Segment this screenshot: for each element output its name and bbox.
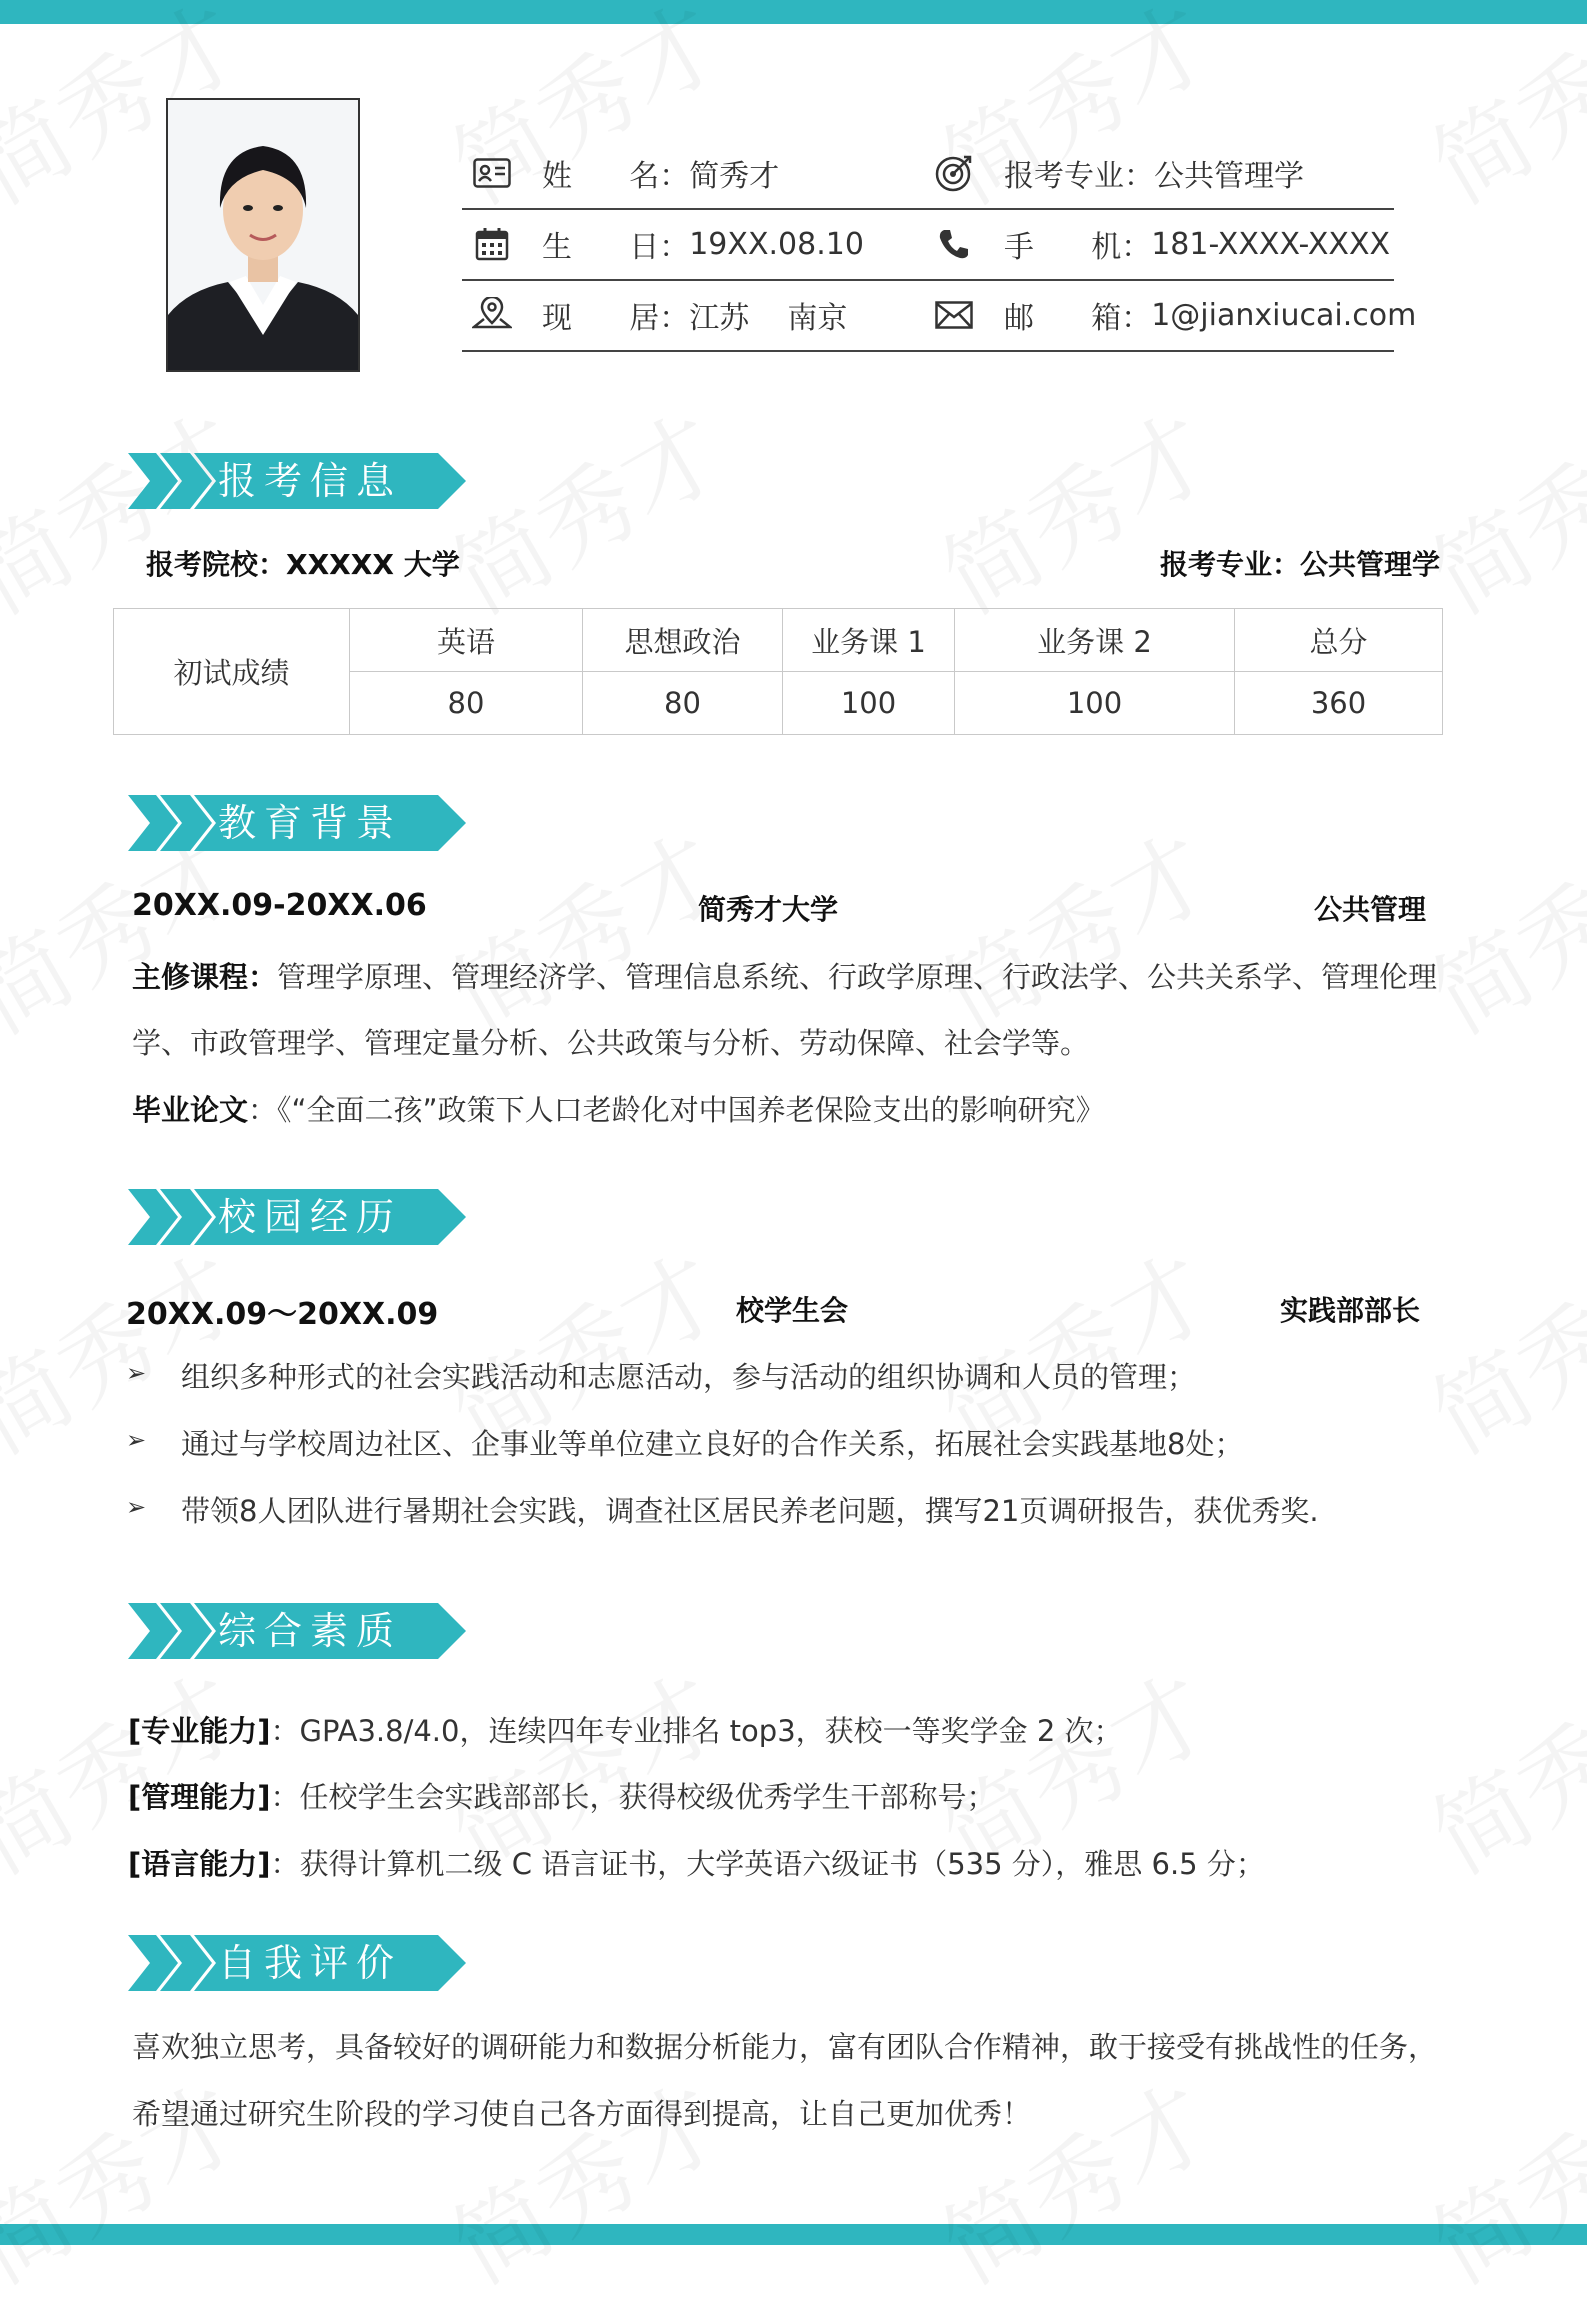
section-header-apply [128, 453, 468, 509]
top-accent-bar [0, 0, 1587, 24]
value-cell: 100 [783, 672, 955, 735]
home-field [472, 282, 847, 348]
bullet-arrow-icon: ➢ [126, 1359, 147, 1387]
quality-item [128, 1709, 1123, 1750]
phone-icon [934, 224, 974, 264]
campus-period: 20XX.09～20XX.09 [126, 1297, 439, 1332]
phone-field [934, 211, 1390, 277]
header-cell: 英语 [350, 609, 583, 672]
campus-org: 校学生会 [736, 1294, 849, 1327]
home-value: 江苏 南京 [689, 301, 848, 336]
watermark-text [1405, 0, 1587, 230]
watermark-text [915, 377, 1233, 640]
bullet-arrow-icon: ➢ [126, 1426, 147, 1454]
apply-major: 报考专业：公共管理学 [1160, 548, 1441, 581]
watermark-text [1405, 797, 1587, 1060]
score-table [113, 608, 1443, 735]
header-cell: 总分 [1235, 609, 1443, 672]
section-header-education [128, 795, 468, 851]
section-title: 综合素质 [218, 1609, 403, 1653]
email-field [934, 282, 1416, 348]
campus-role: 实践部部长 [1280, 1294, 1421, 1327]
self-eval-line: 希望通过研究生阶段的学习使自己各方面得到提高，让自己更加优秀！ [132, 2097, 1032, 2131]
birth-value: 19XX.08.10 [689, 226, 864, 262]
birth-field [472, 211, 864, 277]
quality-text: ：获得计算机二级 C 语言证书，大学英语六级证书（535 分），雅思 6.5 分； [270, 1847, 1265, 1881]
thesis-label: 毕业论文 [132, 1093, 249, 1127]
target-icon [934, 153, 974, 193]
email-label: 邮 箱： [1004, 301, 1152, 336]
section-title: 自我评价 [218, 1941, 403, 1985]
major-field [934, 140, 1304, 206]
calendar-icon [472, 224, 512, 264]
edu-thesis-line [132, 1088, 1105, 1129]
info-row-2 [462, 211, 1394, 281]
courses-label: 主修课程： [132, 960, 278, 994]
profile-photo [166, 98, 360, 372]
watermark-text [1405, 1637, 1587, 1900]
info-row-3 [462, 282, 1417, 352]
courses-text: 管理学原理、管理经济学、管理信息系统、行政学原理、行政法学、公共关系学、管理伦理 [277, 960, 1438, 994]
name-field [472, 140, 779, 206]
name-label: 姓 名： [542, 159, 690, 194]
edu-period: 20XX.09-20XX.06 [132, 888, 427, 923]
campus-item: 组织多种形式的社会实践活动和志愿活动，参与活动的组织协调和人员的管理； [181, 1360, 1197, 1394]
home-label: 现 居： [542, 301, 690, 336]
edu-courses-line2: 学、市政管理学、管理定量分析、公共政策与分析、劳动保障、社会学等。 [132, 1026, 1090, 1060]
watermark-text [425, 2047, 743, 2310]
major-label: 报考专业： [1004, 159, 1154, 194]
thesis-text: ：《“全面二孩”政策下人口老龄化对中国养老保险支出的影响研究》 [248, 1093, 1105, 1127]
quality-item [128, 1842, 1265, 1883]
phone-label: 手 机： [1004, 230, 1152, 265]
campus-item: 通过与学校周边社区、企事业等单位建立良好的合作关系，拓展社会实践基地8处； [181, 1427, 1244, 1461]
info-divider [462, 208, 1394, 210]
quality-label: [语言能力] [128, 1847, 271, 1881]
watermark-text [1405, 377, 1587, 640]
section-header-quality [128, 1603, 468, 1659]
section-title: 报考信息 [218, 459, 403, 503]
birth-label: 生 日： [542, 230, 690, 265]
quality-label: [专业能力] [128, 1714, 271, 1748]
watermark-text [1405, 1217, 1587, 1480]
self-eval-line: 喜欢独立思考，具备较好的调研能力和数据分析能力，富有团队合作精神，敢于接受有挑战性的任务， [132, 2030, 1438, 2064]
quality-text: ：任校学生会实践部部长，获得校级优秀学生干部称号； [270, 1780, 996, 1814]
section-header-self [128, 1935, 468, 1991]
quality-text: ：GPA3.8/4.0，连续四年专业排名 top3，获校一等奖学金 2 次； [270, 1714, 1123, 1748]
edu-courses-line [132, 955, 1437, 996]
header-cell: 业务课 1 [783, 609, 955, 672]
info-divider [462, 279, 1394, 281]
apply-school: 报考院校：XXXXX 大学 [146, 548, 460, 581]
section-title: 校园经历 [218, 1195, 403, 1239]
header-cell: 思想政治 [583, 609, 783, 672]
quality-label: [管理能力] [128, 1780, 271, 1814]
value-cell: 100 [955, 672, 1235, 735]
major-value: 公共管理学 [1154, 159, 1304, 194]
watermark-text [915, 2047, 1233, 2310]
campus-item: 带领8人团队进行暑期社会实践，调查社区居民养老问题，撰写21页调研报告，获优秀奖. [181, 1494, 1319, 1528]
value-cell: 80 [583, 672, 783, 735]
section-title: 教育背景 [218, 801, 403, 845]
value-cell: 80 [350, 672, 583, 735]
watermark-text [0, 2047, 263, 2310]
section-header-campus [128, 1189, 468, 1245]
phone-value: 181-XXXX-XXXX [1151, 226, 1391, 262]
row-label-cell: 初试成绩 [114, 609, 350, 735]
mail-icon [934, 295, 974, 335]
edu-major: 公共管理 [1314, 893, 1427, 926]
info-row-1 [462, 140, 1394, 210]
table-row [114, 609, 1443, 672]
id-card-icon [472, 153, 512, 193]
info-divider [462, 350, 1394, 352]
quality-item [128, 1775, 996, 1816]
bullet-arrow-icon: ➢ [126, 1493, 147, 1521]
email-value: 1@jianxiucai.com [1151, 297, 1417, 333]
location-icon [472, 295, 512, 335]
value-cell: 360 [1235, 672, 1443, 735]
edu-school: 简秀才大学 [698, 893, 839, 926]
bottom-accent-bar [0, 2224, 1587, 2245]
watermark-text [425, 377, 743, 640]
watermark-text [1405, 2047, 1587, 2310]
header-cell: 业务课 2 [955, 609, 1235, 672]
name-value: 简秀才 [689, 159, 780, 194]
